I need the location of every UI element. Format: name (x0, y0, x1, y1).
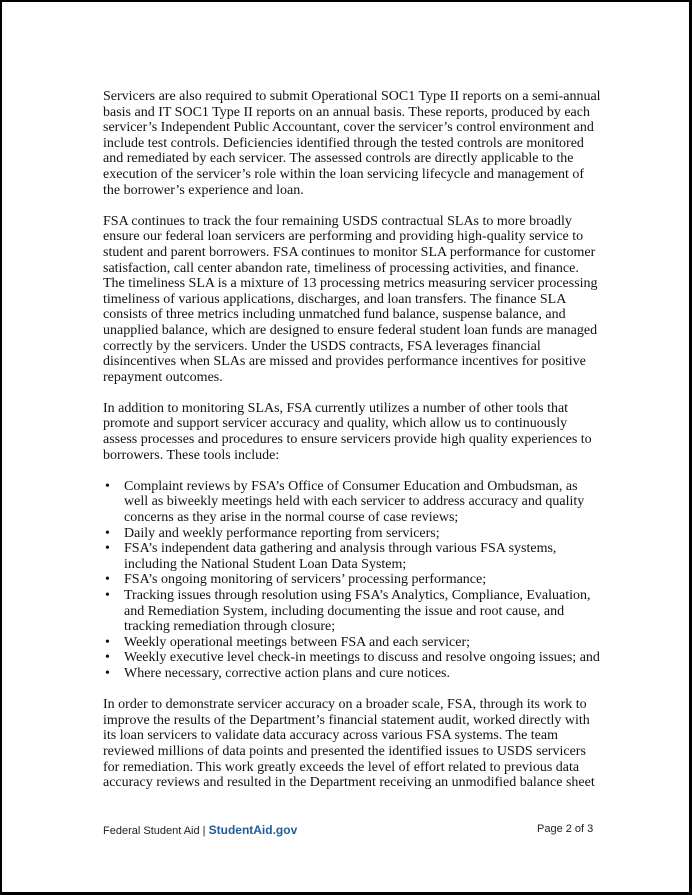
list-item (103, 541, 603, 572)
bullet-icon: • (105, 588, 110, 603)
list-item (103, 479, 603, 526)
paragraph-usds-slas: FSA continues to track the four remaining USDS contractual SLAs to more broadly ensure our federal loan servicers are performing and providing high-quality service to student and parent borrowers. FSA continues to monitor SLA performance for customer satisfaction, call center abandon rate, timeliness of processing activities, and finance. The timeliness SLA is a mixture of 13 processing metrics measuring servicer processing timeliness of various applications, discharges, and loan transfers. The finance SLA consists of three metrics including unmatched fund balance, suspense balance, and unapplied balance, which are designed to ensure federal student loan funds are managed correctly by the servicers. Under the USDS contracts, FSA leverages financial disincentives when SLAs are missed and provides performance incentives for positive repayment outcomes. (103, 213, 598, 385)
bullet-icon: • (105, 525, 110, 541)
list-item-text: FSA’s independent data gathering and analysis through various FSA systems, including the National Student Loan Data System; (124, 541, 557, 572)
list-item-text: Daily and weekly performance reporting from servicers; (124, 525, 440, 541)
page-number: Page 2 of 3 (537, 823, 594, 835)
bullet-icon: • (105, 650, 110, 666)
list-item-text: Weekly executive level check-in meetings to discuss and resolve ongoing issues; and (124, 650, 600, 666)
bullet-icon: • (105, 665, 110, 681)
document-page (2, 2, 689, 892)
footer-separator: | (199, 825, 209, 837)
list-item-text: Where necessary, corrective action plans and cure notices. (124, 665, 450, 681)
paragraph-soc1-reports: Servicers are also required to submit Operational SOC1 Type II reports on a semi-annual basis and IT SOC1 Type II reports on an annual basis. These reports, produced by each servicer’s Independent Public Accountant, cover the servicer’s control environment and include test controls. Deficiencies identified through the tested controls are monitored and remediated by each servicer. The assessed controls are directly applicable to the execution of the servicer’s role within the loan servicing lifecycle and management of the borrower’s experience and loan. (103, 89, 601, 198)
paragraph-other-tools: In addition to monitoring SLAs, FSA currently utilizes a number of other tools that promote and support servicer accuracy and quality, which allow us to continuously assess processes and procedures to ensure servicers provide high quality experiences to borrowers. These tools include: (103, 400, 592, 463)
list-item-text: Tracking issues through resolution using FSA’s Analytics, Compliance, Evaluation, and Remediation System, including documenting the issue and root cause, and tracking remediation through closure; (124, 588, 591, 635)
list-item (103, 650, 603, 666)
document-body (103, 89, 603, 806)
bullet-icon: • (105, 541, 110, 557)
studentaid-link[interactable]: StudentAid.gov (208, 823, 298, 837)
list-item (103, 588, 603, 635)
list-item (103, 635, 603, 651)
footer-left (103, 823, 297, 837)
bullet-icon: • (105, 478, 110, 494)
list-item (103, 666, 603, 682)
paragraph-data-accuracy: In order to demonstrate servicer accuracy on a broader scale, FSA, through its work to improve the results of the Department’s financial statement audit, worked directly with its loan servicers to validate data accuracy across various FSA systems. The team reviewed millions of data points and presented the identified issues to USDS servicers for remediation. This work greatly exceeds the level of effort related to previous data accuracy reviews and resulted in the Department receiving an unmodified balance sheet (103, 697, 595, 791)
list-item-text: FSA’s ongoing monitoring of servicers’ processing performance; (124, 572, 487, 588)
list-item (103, 572, 603, 588)
footer-org: Federal Student Aid (103, 825, 200, 837)
bullet-icon: • (105, 572, 110, 588)
tools-bullet-list (103, 479, 603, 682)
bullet-icon: • (105, 634, 110, 650)
list-item-text: Weekly operational meetings between FSA and each servicer; (124, 634, 471, 650)
list-item (103, 526, 603, 542)
list-item-text: Complaint reviews by FSA’s Office of Consumer Education and Ombudsman, as well as biweekly meetings held with each servicer to address accuracy and quality concerns as they arise in the normal course of case reviews; (124, 478, 585, 526)
